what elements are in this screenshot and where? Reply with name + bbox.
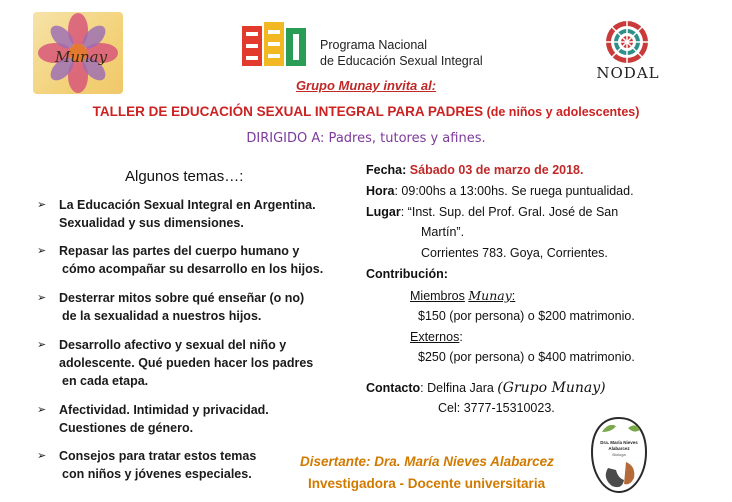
topic-line: Afectividad. Intimidad y privacidad. bbox=[59, 403, 269, 417]
members-price: $150 (por persona) o $200 matrimonio. bbox=[418, 309, 635, 323]
place-line bbox=[366, 205, 618, 219]
workshop-title bbox=[0, 104, 732, 119]
speaker-logo bbox=[588, 412, 650, 498]
topic-line: Desterrar mitos sobre qué enseñar (o no) bbox=[59, 291, 305, 305]
place-value: : “Inst. Sup. del Prof. Gral. José de San bbox=[400, 205, 619, 219]
place-label: Lugar bbox=[366, 205, 401, 219]
topic-line: cómo acompañar su desarrollo en los hijos. bbox=[62, 262, 324, 276]
phone: Cel: 3777-15310023. bbox=[438, 401, 555, 415]
nodal-logo-text: NODAL bbox=[596, 64, 660, 82]
members-line bbox=[410, 288, 515, 303]
time-line bbox=[366, 184, 634, 198]
topic-line: Repasar las partes del cuerpo humano y bbox=[59, 244, 300, 258]
time-label: Hora bbox=[366, 184, 395, 198]
topic-line: con niños y jóvenes especiales. bbox=[62, 467, 252, 481]
speaker-logo-title: Bióloga bbox=[612, 452, 626, 457]
contact-group: (Grupo Munay) bbox=[497, 380, 606, 396]
topic-line: Cuestiones de género. bbox=[59, 421, 194, 435]
topic-line: de la sexualidad a nuestros hijos. bbox=[62, 309, 262, 323]
contact-line bbox=[366, 380, 606, 396]
speaker-logo-surname: Alabarcez bbox=[608, 446, 630, 451]
members-group-name: Munay bbox=[468, 288, 512, 303]
topic-line: Sexualidad y sus dimensiones. bbox=[59, 216, 244, 230]
workshop-title-main: TALLER DE EDUCACIÓN SEXUAL INTEGRAL PARA PADRES bbox=[92, 104, 484, 119]
arrow-bullet-icon: ➢ bbox=[37, 339, 47, 351]
external-price: $250 (por persona) o $400 matrimonio. bbox=[418, 350, 635, 364]
date-value: Sábado 03 de marzo de 2018. bbox=[409, 163, 584, 177]
arrow-bullet-icon: ➢ bbox=[37, 292, 47, 304]
topic-line: en cada etapa. bbox=[62, 374, 149, 388]
contribution-label-text: Contribución bbox=[366, 267, 444, 281]
workshop-title-sub: (de niños y adolescentes) bbox=[483, 105, 640, 119]
topics-title: Algunos temas…: bbox=[125, 168, 244, 185]
place-address: Corrientes 783. Goya, Corrientes. bbox=[421, 246, 608, 260]
topic-line: adolescente. Qué pueden hacer los padres bbox=[59, 356, 314, 370]
date-line: Fecha: Sábado 03 de marzo de 2018. bbox=[366, 163, 584, 177]
topic-line: La Educación Sexual Integral en Argentina. bbox=[59, 198, 316, 212]
topic-line: Consejos para tratar estos temas bbox=[59, 449, 257, 463]
contact-value: : Delfina Jara bbox=[420, 381, 498, 395]
esi-program-text bbox=[320, 37, 483, 69]
place-value-2: Martín”. bbox=[421, 225, 465, 239]
external-label: Externos: bbox=[410, 330, 463, 344]
external-label-text: Externos bbox=[410, 330, 460, 344]
invite-line: Grupo Munay invita al: bbox=[295, 78, 437, 93]
speaker-role: Investigadora - Docente universitaria bbox=[308, 476, 546, 491]
esi-line-2: de Educación Sexual Integral bbox=[320, 54, 483, 68]
munay-logo-text: Munay bbox=[55, 48, 108, 66]
audience-line: DIRIGIDO A: Padres, tutores y afines. bbox=[246, 131, 486, 146]
speaker-logo-name: Dra. María Nieves bbox=[600, 440, 638, 445]
speaker-line: Disertante: Dra. María Nieves Alabarcez bbox=[300, 454, 554, 469]
topic-line: Desarrollo afectivo y sexual del niño y bbox=[59, 338, 287, 352]
arrow-bullet-icon: ➢ bbox=[37, 245, 47, 257]
esi-line-1: Programa Nacional bbox=[320, 38, 427, 52]
contact-label: Contacto bbox=[366, 381, 421, 395]
esi-logo bbox=[240, 18, 310, 73]
arrow-bullet-icon: ➢ bbox=[37, 450, 47, 462]
date-label: Fecha bbox=[366, 163, 403, 177]
members-colon: : bbox=[511, 289, 516, 303]
contribution-label: Contribución: bbox=[366, 267, 448, 281]
arrow-bullet-icon: ➢ bbox=[37, 404, 47, 416]
time-value: : 09:00hs a 13:00hs. Se ruega puntualidad. bbox=[394, 184, 634, 198]
members-label: Miembros bbox=[410, 289, 465, 303]
arrow-bullet-icon: ➢ bbox=[37, 199, 47, 211]
